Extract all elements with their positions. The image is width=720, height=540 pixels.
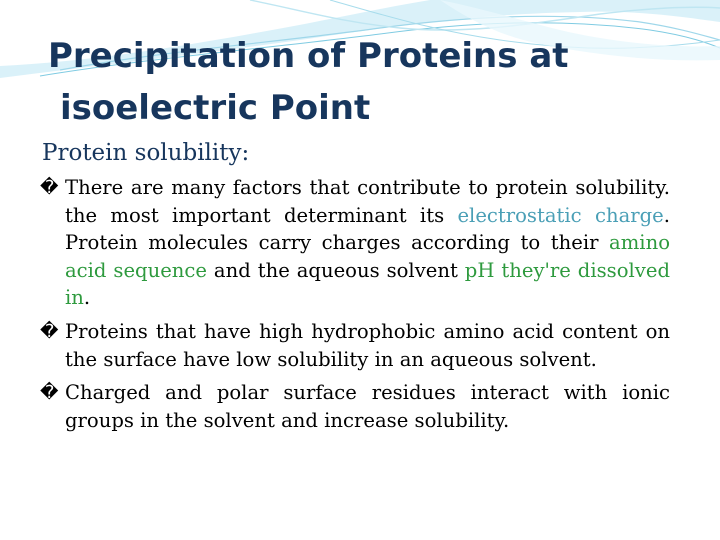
bullet-1-text-2: . Protein molecules carry charges according to their	[65, 203, 670, 255]
slide-title-line-2: isoelectric Point	[60, 88, 371, 128]
bullet-item-2	[40, 318, 670, 373]
bullet-glyph-icon: �	[40, 320, 59, 342]
bullet-1-text: There are many factors that contribute to protein solubility. the most important determinant its	[65, 176, 670, 227]
bullet-1-text-3: and the aqueous solvent	[207, 258, 465, 282]
bullet-1-text-4: .	[83, 286, 91, 310]
bullet-glyph-icon: �	[40, 382, 59, 404]
bullet-item-3	[40, 379, 670, 434]
bullet-glyph-icon: �	[40, 177, 59, 198]
bullet-list	[40, 174, 670, 440]
bullet-1-highlight-ph: pH they're dissolved in	[65, 258, 670, 310]
bullet-1-highlight-electrostatic: electrostatic charge	[457, 203, 664, 227]
bullet-2-text: Proteins that have high hydrophobic amino acid content on the surface have low solubility in an aqueous solvent.	[65, 319, 670, 371]
bullet-1-highlight-amino: amino acid sequence	[65, 231, 670, 282]
slide-title	[48, 30, 688, 134]
section-subheading: Protein solubility:	[42, 140, 250, 166]
bullet-3-text: Charged and polar surface residues interact with ionic groups in the solvent and increase solubility.	[65, 381, 670, 432]
bullet-item-1	[40, 174, 670, 312]
slide-title-line-1: Precipitation of Proteins at	[48, 36, 569, 76]
